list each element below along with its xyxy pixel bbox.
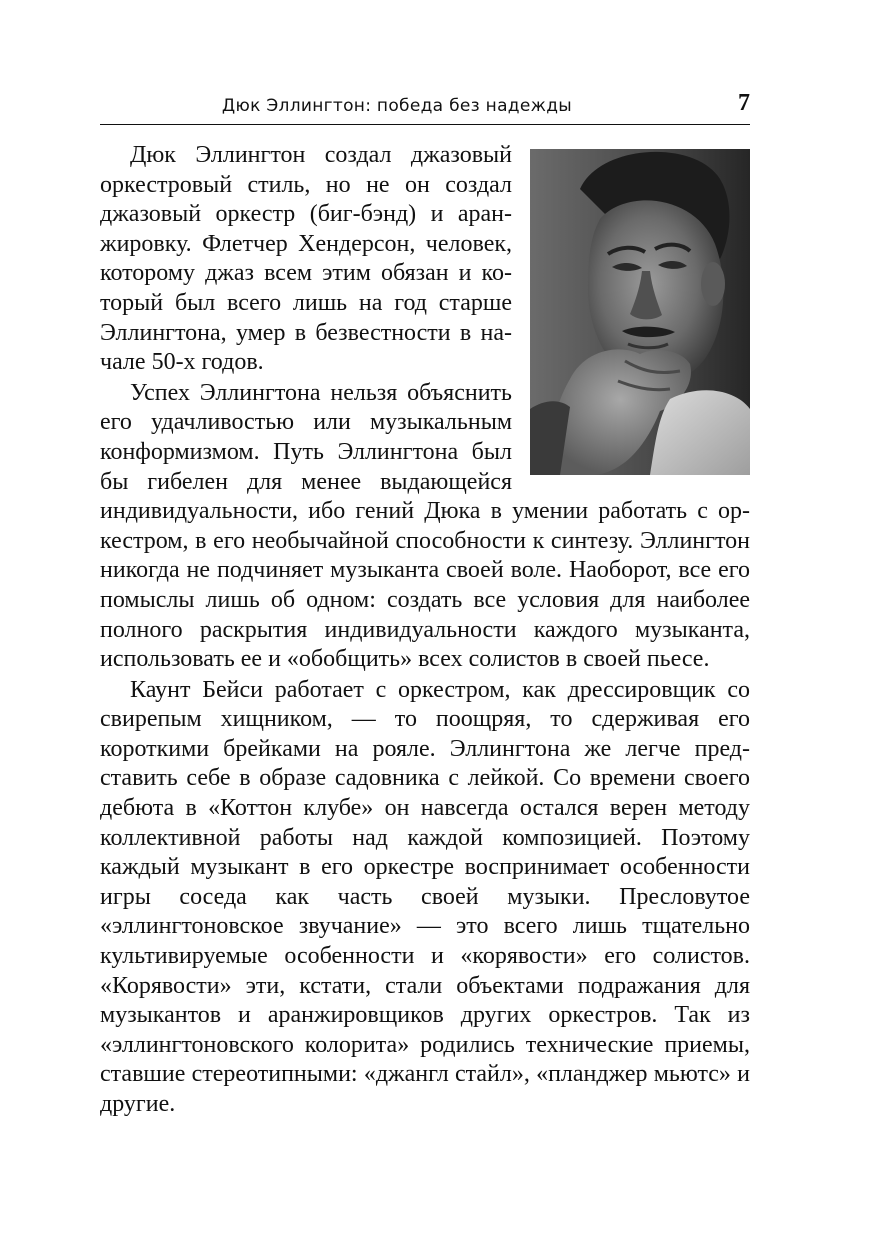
paragraph-3: Каунт Бейси работает с оркестром, как дрессировщик со свирепым хищником, — то поощряя, то сдерживая его короткими брейками на рояле. Эллингтона же легче представить себе в образе садовника с лейкой. Со времени своего дебюта в «Коттон клубе» он навсегда остался верен методу коллективной работы над каждой композицией. Поэтому каждый музыкант в его оркестре воспринимает особенности игры соседа как часть своей музыки. Пресловутое «эллингтоновское звучание» — это всего лишь тщательно культивируемые особенности и «корявости» его солистов. «Корявости» эти, кстати, стали объектами подражания для музыкантов и аранжировщиков других оркестров. Так из «эллингтоновского колорита» родились технические приемы, ставшие стереотипными: «джангл стайл», «планджер мьютс» и другие. [100,676,750,1117]
portrait-photo-drawing [530,149,750,475]
portrait-photo [530,149,750,475]
paragraph-1: Дюк Эллингтон создал джазовый оркестровый стиль, но не он создал джазовый оркестр (биг-бэнд) и аранжировку. Флетчер Хендерсон, человек, которому джаз всем этим обязан и который был всего лишь на год старше Эллингтона, умер в безвестности в начале 50-х годов. [100,142,512,376]
paragraph-2: Успех Эллингтона нельзя объяснить его удачливостью или музыкальным конформизмом. Путь Эллингтона был бы гибелен для менее выдающейся индивидуальности, ибо гений Дюка в умении работать с оркестром, в его необычайной способности к синтезу. Эллингтон никогда не подчиняет музыканта своей воле. Наоборот, все его помыслы лишь об одном: создать все условия для наиболее полного раскрытия индивидуальности каждого музыканта, использовать ее и «обобщить» всех солистов в своей пьесе. [100,379,750,673]
running-head [100,90,750,125]
running-title: Дюк Эллингтон: победа без надежды [221,96,572,116]
page-number: 7 [738,90,750,116]
body-text [100,141,750,1120]
